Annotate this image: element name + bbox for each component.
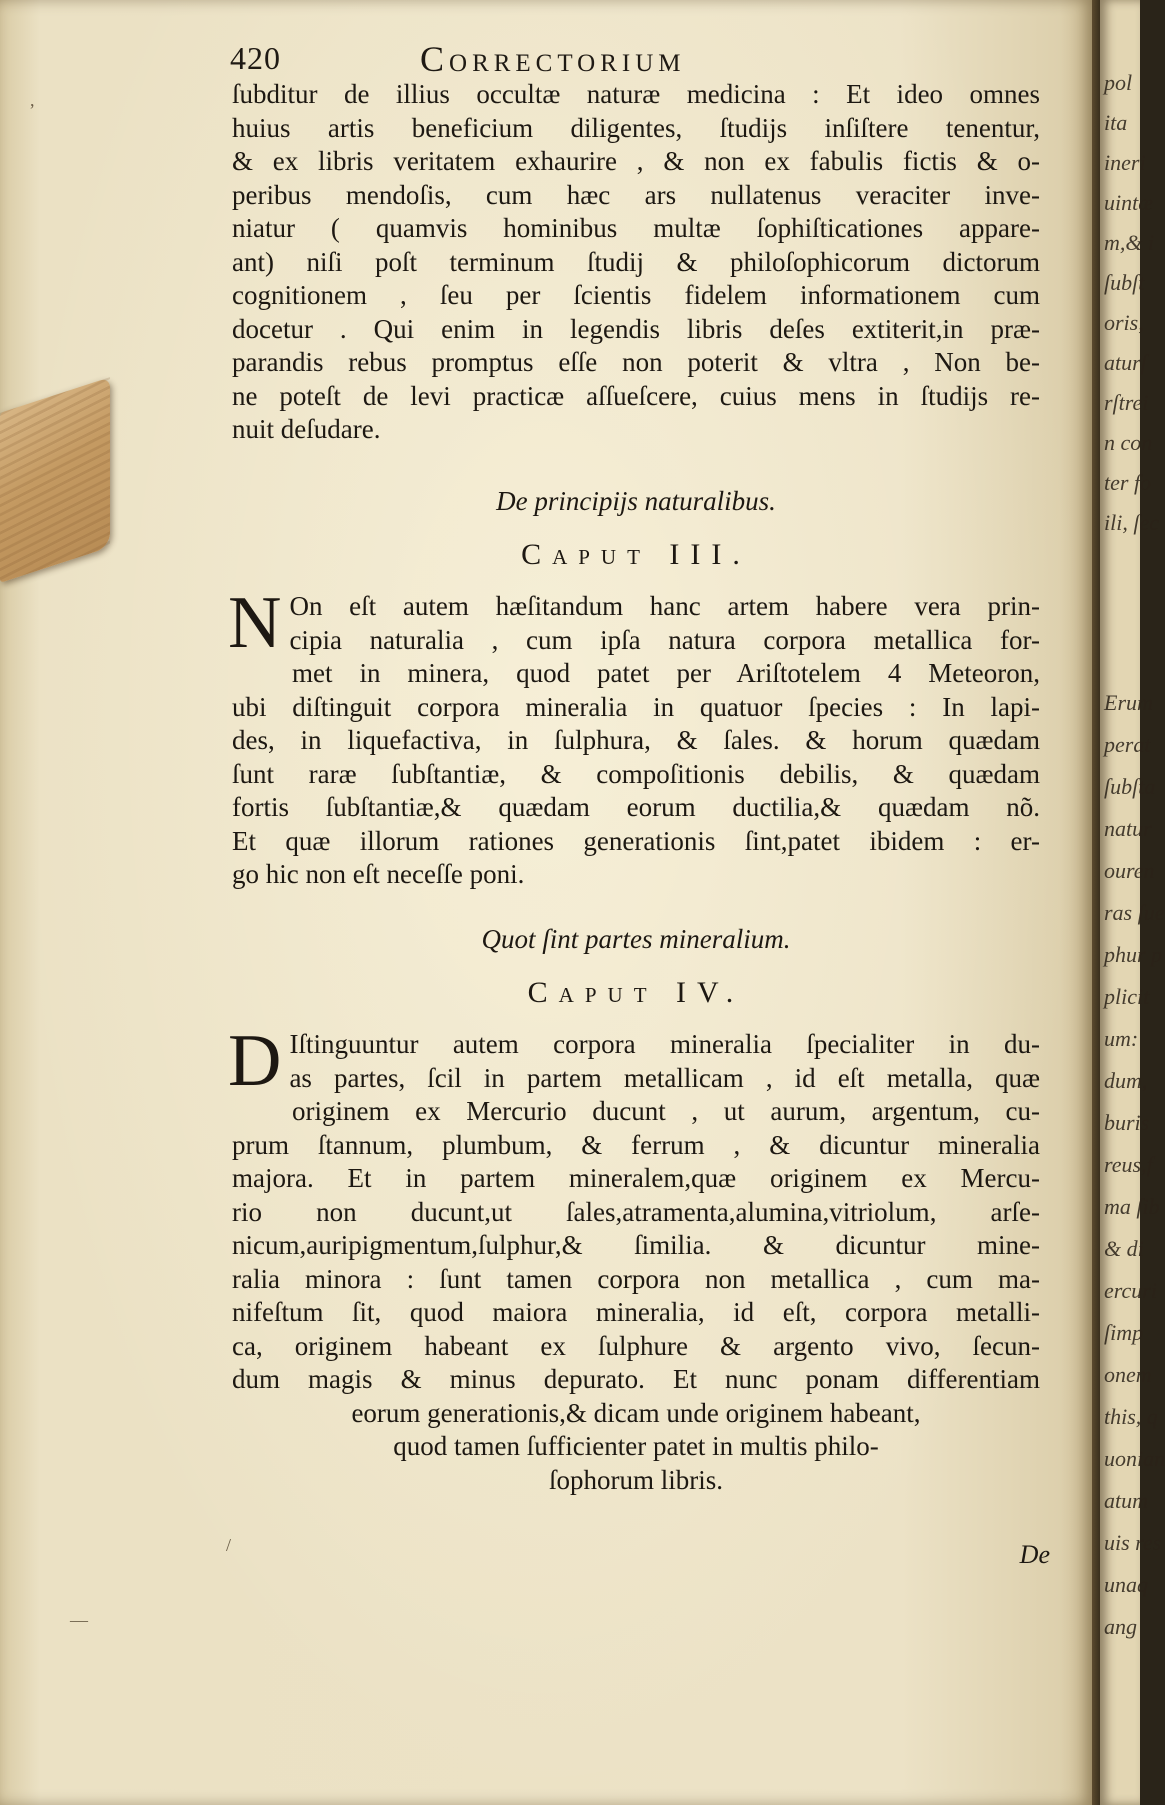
facing-page-fragment: perat — [1104, 732, 1151, 757]
section-4-text — [228, 1020, 1040, 1497]
text-line: nifeſtum ſit, quod maiora mineralia, id eſt, corpora metalli- — [232, 1297, 1040, 1327]
text-line: ne poteſt de levi practicæ aſſueſcere, cuius mens in ſtudijs re- — [232, 380, 1040, 411]
facing-page-fragment: pol — [1104, 70, 1133, 95]
text-line: eorum generationis,& dicam unde originem habeant, — [351, 1397, 921, 1428]
text-line: fortis ſubſtantiæ,& quædam eorum ductilia,& quædam nõ. — [232, 792, 1040, 822]
page-gutter — [1092, 0, 1100, 1805]
facing-page-fragment: ineri — [1104, 150, 1146, 175]
text-line: nicum,auripigmentum,ſulphur,& ſimilia. & dicuntur mine- — [232, 1230, 1040, 1260]
paragraph-1 — [232, 78, 1040, 447]
text-line: prum ſtannum, plumbum, & ferrum , & dicuntur mineralia — [232, 1129, 1040, 1160]
text-line: cognitionem , ſeu per ſcientis fidelem informationem cum — [232, 280, 1040, 310]
running-head — [230, 38, 1070, 82]
text-line: ſunt raræ ſubſtantiæ, & compoſitionis debilis, & quædam — [232, 758, 1040, 789]
text-line: dum magis & minus depurato. Et nunc ponam differentiam — [232, 1364, 1040, 1394]
section-4-subtitle: Quot ſint partes mineralium. — [481, 924, 791, 954]
facing-page-fragment: buris — [1104, 1110, 1150, 1135]
text-line: go hic non eſt neceſſe poni. — [232, 859, 525, 889]
drop-cap: N — [228, 582, 282, 664]
facing-page-fragment: ſubſta — [1104, 774, 1156, 799]
text-line: ſophorum libris. — [549, 1464, 723, 1495]
text-line: Iſtinguuntur autem corpora mineralia ſpecialiter in du- — [289, 1029, 1040, 1059]
facing-page-fragment: ſubſt — [1104, 270, 1145, 295]
facing-page-fragment: dum, — [1104, 1068, 1148, 1093]
facing-page-fragment: ercuri — [1104, 1278, 1157, 1303]
text-line: quod tamen ſufficienter patet in multis philo- — [393, 1431, 879, 1461]
text-line: majora. Et in partem mineralem,quæ originem ex Mercu- — [232, 1163, 1040, 1193]
facing-page-fragment: n con — [1104, 430, 1153, 455]
page-number: 420 — [230, 40, 281, 76]
facing-page-fragment: ili, ſec — [1104, 510, 1159, 535]
text-line: originem ex Mercurio ducunt , ut aurum, argentum, cu- — [292, 1096, 1040, 1126]
text-line: & ex libris veritatem exhaurire , & non ex fabulis fictis & o- — [232, 146, 1040, 176]
text-line: ſubditur de illius occultæ naturæ medicina : Et ideo omnes — [232, 79, 1040, 109]
facing-page-fragment: aturſ — [1104, 350, 1147, 375]
text-line: rio non ducunt,ut ſales,atramenta,alumina,vitriolum, arſe- — [232, 1196, 1040, 1227]
text-line: ralia minora : ſunt tamen corpora non metallica , cum ma- — [232, 1263, 1040, 1294]
facing-page-fragment: ſimp — [1104, 1320, 1144, 1345]
text-line: niatur ( quamvis hominibus multæ ſophiſticationes appare- — [232, 213, 1040, 243]
facing-page-edge — [1100, 0, 1165, 1805]
facing-page-fragment: Erum — [1104, 690, 1153, 715]
facing-page-fragment: uonian — [1104, 1446, 1165, 1471]
section-3-caput: Caput III. — [521, 538, 751, 571]
facing-page-fragment: ita — [1104, 110, 1128, 135]
ink-speck: / — [226, 1535, 232, 1555]
facing-page-fragment: um: — [1104, 1026, 1139, 1051]
facing-page-fragment: & di — [1104, 1236, 1144, 1261]
facing-page-fragment: natur — [1104, 816, 1152, 841]
facing-page-fragment: ang — [1104, 1614, 1137, 1639]
text-line: ant) niſi poſt terminum ſtudij & philoſophicorum dictorum — [232, 246, 1040, 277]
text-line: ca, originem habeant ex ſulphure & argento vivo, ſecun- — [232, 1330, 1040, 1361]
wooden-page-weight — [0, 377, 110, 583]
facing-page-fragment: ras ſue — [1104, 900, 1165, 925]
text-line: met in minera, quod patet per Ariſtotelem 4 Meteoron, — [292, 658, 1040, 688]
facing-page-fragment: ma ſib — [1104, 1194, 1160, 1219]
text-line: peribus mendoſis, cum hæc ars nullatenus veraciter inve- — [232, 179, 1040, 210]
text-line: nuit deſudare. — [232, 414, 381, 444]
facing-page-fragment: ter fo — [1104, 470, 1152, 495]
facing-page-fragment: uintæ — [1104, 190, 1153, 215]
catchword: De — [1019, 1540, 1050, 1569]
facing-page-fragment: uis res — [1104, 1530, 1162, 1555]
section-4-caput: Caput IV. — [527, 976, 745, 1009]
facing-page-fragment: this, q — [1104, 1404, 1158, 1429]
facing-page-fragment: unaq — [1104, 1572, 1148, 1597]
facing-page-fragment: oris, — [1104, 310, 1144, 335]
text-line: Et quæ illorum rationes generationis ſint,patet ibidem : er- — [232, 825, 1040, 856]
running-title: Correctorium — [420, 39, 686, 79]
section-3-subtitle: De principijs naturalibus. — [496, 486, 776, 516]
text-line: On eſt autem hæſitandum hanc artem habere vera prin- — [289, 591, 1040, 621]
text-line: parandis rebus promptus eſſe non poterit & vltra , Non be- — [232, 347, 1040, 377]
ink-speck: — — [70, 1610, 88, 1630]
text-line: ubi diſtinguit corpora mineralia in quatuor ſpecies : In lapi- — [232, 691, 1040, 722]
section-3-text — [228, 582, 1040, 892]
facing-page-fragment: atum — [1104, 1488, 1148, 1513]
facing-page-fragment: rſtrei — [1104, 390, 1149, 415]
ink-speck: , — [30, 90, 35, 110]
text-line: cipia naturalia , cum ipſa natura corpora metallica for- — [289, 624, 1040, 655]
text-line: des, in liquefactiva, in ſulphura, & ſales. & horum quædam — [232, 725, 1040, 755]
facing-page-fragment: reus,f — [1104, 1152, 1153, 1177]
facing-page-fragment: m,& i — [1104, 230, 1155, 255]
text-line: as partes, ſcil in partem metallicam , id eſt metalla, quæ — [289, 1062, 1040, 1093]
facing-page-fragment: plicit — [1104, 984, 1150, 1009]
facing-page-fragment: ouren — [1104, 858, 1155, 883]
drop-cap: D — [228, 1020, 282, 1102]
facing-page-fragment: onem — [1104, 1362, 1152, 1387]
text-line: huius artis beneficium diligentes, ſtudijs inſiſtere tenentur, — [232, 112, 1040, 143]
facing-page-fragment: phur p — [1104, 942, 1163, 967]
text-line: docetur . Qui enim in legendis libris deſes extiterit,in præ- — [232, 313, 1040, 344]
